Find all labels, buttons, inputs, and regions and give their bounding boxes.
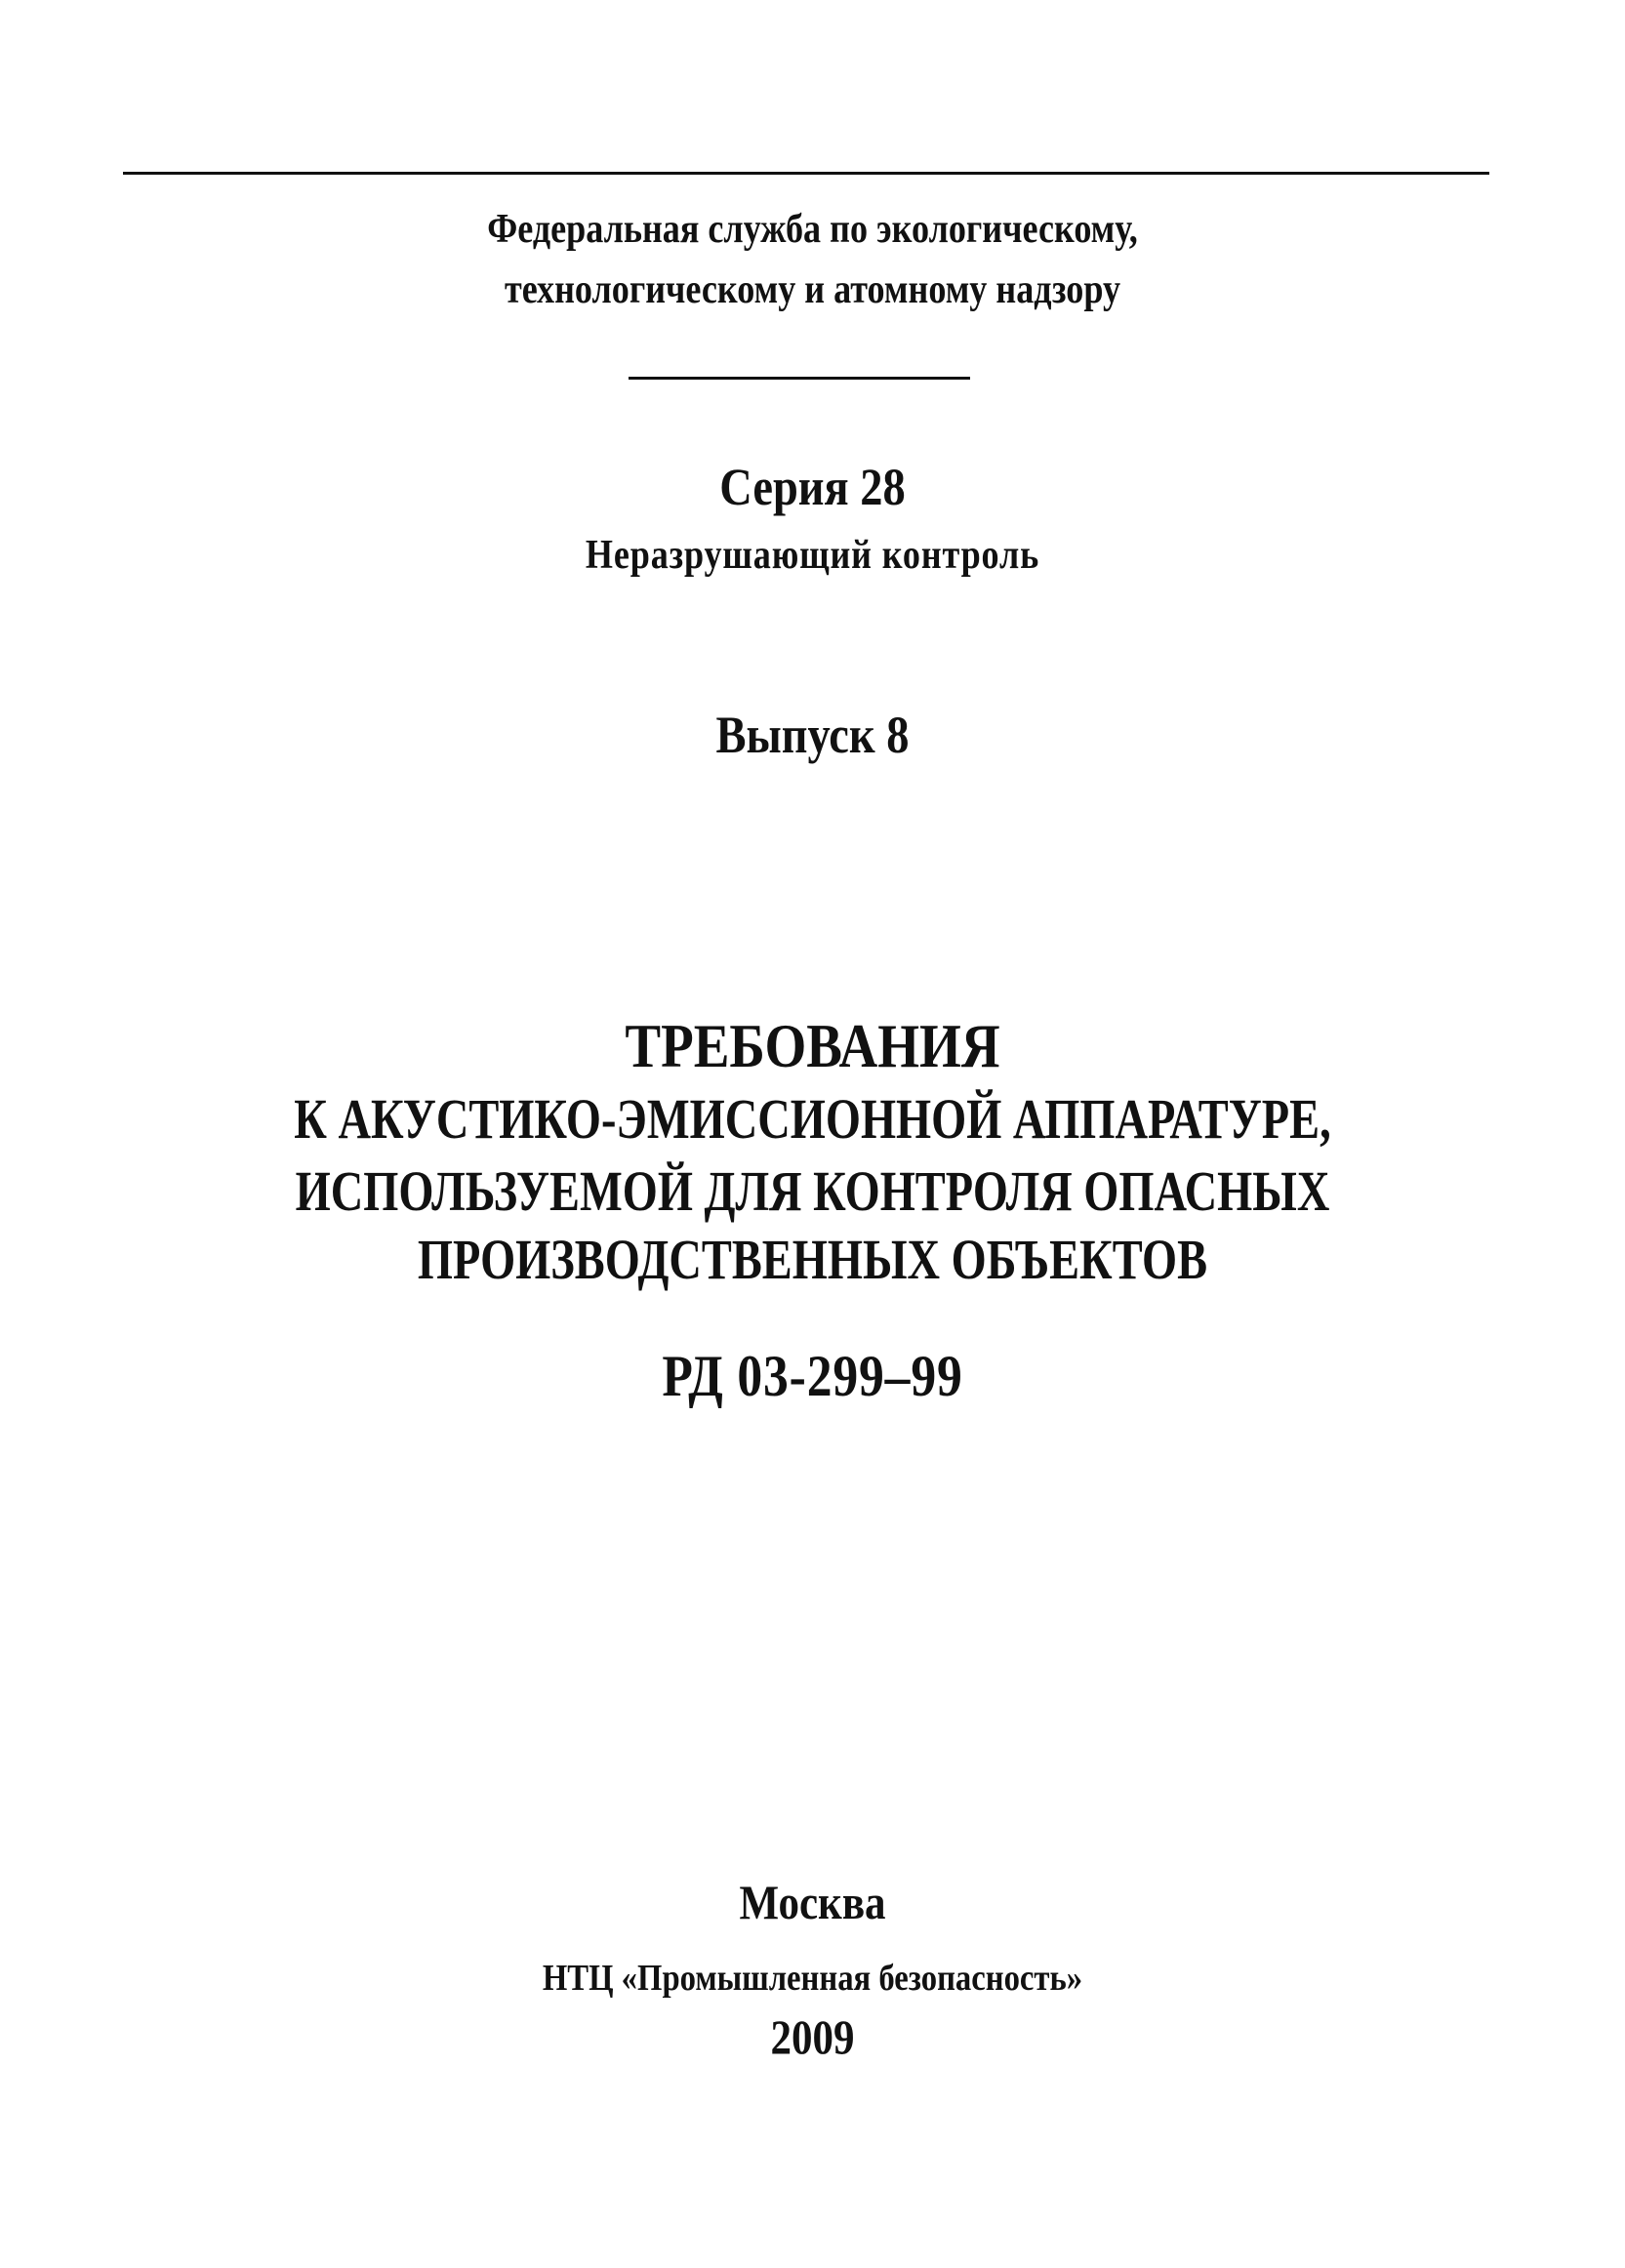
- top-rule: [123, 172, 1489, 175]
- imprint-year: 2009: [770, 2009, 855, 2064]
- agency-line-2: технологическому и атомному надзору: [504, 267, 1121, 312]
- agency-line-1: Федеральная служба по экологическому,: [487, 207, 1138, 252]
- imprint-publisher: НТЦ «Промышленная безопасность»: [542, 1958, 1083, 1999]
- series-subtitle: Неразрушающий контроль: [585, 533, 1040, 578]
- document-title: ТРЕБОВАНИЯ: [625, 1011, 1000, 1080]
- divider-rule: [629, 377, 970, 380]
- document-title-line-3: ПРОИЗВОДСТВЕННЫХ ОБЪЕКТОВ: [417, 1228, 1208, 1291]
- document-title-line-2: ИСПОЛЬЗУЕМОЙ ДЛЯ КОНТРОЛЯ ОПАСНЫХ: [295, 1159, 1330, 1223]
- issue-label: Выпуск 8: [715, 706, 910, 764]
- series-label: Серия 28: [719, 458, 906, 516]
- document-title-line-1: К АКУСТИКО-ЭМИССИОННОЙ АППАРАТУРЕ,: [294, 1087, 1331, 1151]
- imprint-city: Москва: [739, 1875, 886, 1929]
- document-code: РД 03-299–99: [662, 1344, 963, 1408]
